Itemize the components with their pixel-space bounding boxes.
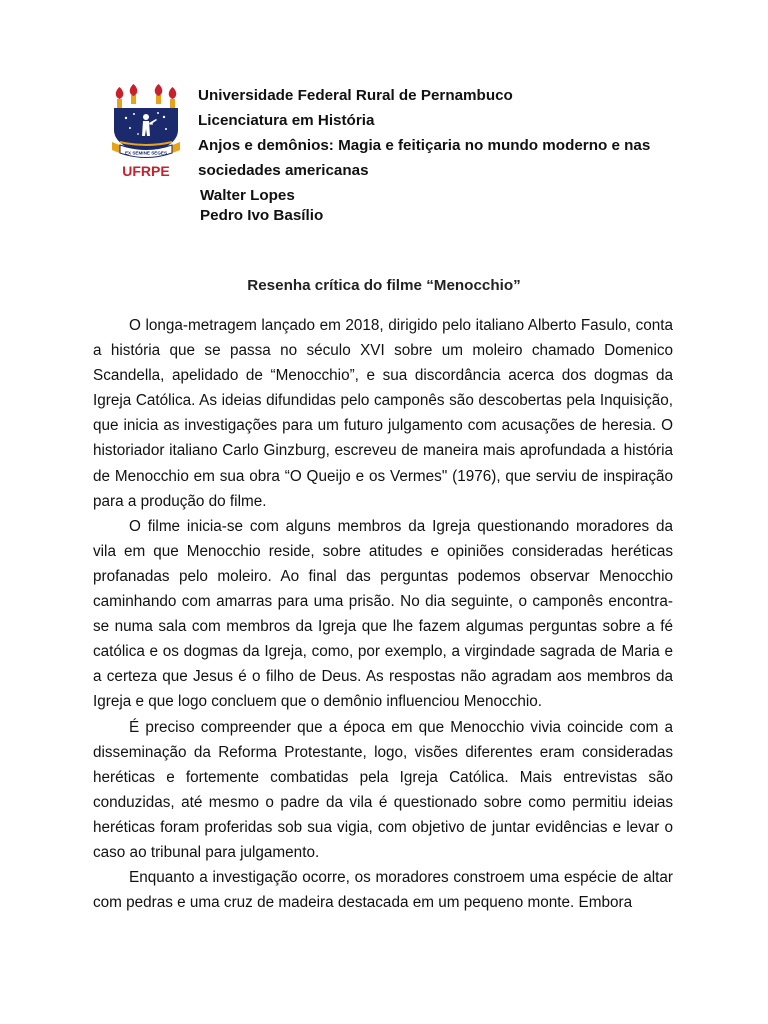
logo-acronym: UFRPE [122,163,170,179]
torch-flames-icon [116,84,177,108]
university-name: Universidade Federal Rural de Pernambuco [198,87,513,104]
paragraph: Enquanto a investigação ocorre, os moradores constroem uma espécie de altar com pedras e uma cruz de madeira destacada em um pequeno monte. Embora [93,869,673,912]
subject-title-line2: sociedades americanas [198,162,369,179]
document-title: Resenha crítica do filme “Menocchio” [247,277,521,294]
author-name: Pedro Ivo Basílio [200,207,324,224]
paragraph: É preciso compreender que a época em que Menocchio vivia coincide com a disseminação da Reforma Protestante, logo, visões diferentes eram consideradas heréticas e fortemente combatidas pela Igreja Católica. Mais entrevistas são conduzidas, até mesmo o padre da vila é questionado sobre como permitiu ideias heréticas foram proferidas sob sua vigia, com objetivo de juntar evidências e levar o caso ao tribunal para julgamento. [93,718,673,861]
header-block [198,83,650,183]
author-list [200,186,323,226]
course-name: Licenciatura em História [198,112,375,129]
paragraph: O longa-metragem lançado em 2018, dirigido pelo italiano Alberto Fasulo, conta a história que se passa no século XVI sobre um moleiro chamado Domenico Scandella, apelidado de “Menocchio”, e sua discordância acerca dos dogmas da Igreja Católica. As ideias difundidas pelo camponês são descobertas pela Inquisição, que inicia as investigações para um futuro julgamento com acusações de heresia. O historiador italiano Carlo Ginzburg, escreveu de maneira mais aprofundada a história de Menocchio em sua obra “O Queijo e os Vermes" (1976), que serviu de inspiração para a produção do filme. [93,317,673,510]
document-body [93,313,673,915]
ufrpe-logo [108,84,184,180]
paragraph: O filme inicia-se com alguns membros da Igreja questionando moradores da vila em que Menocchio reside, sobre atitudes e opiniões consideradas heréticas profanadas pelo moleiro. Ao final das perguntas podemos observar Menocchio caminhando com amarras para uma prisão. No dia seguinte, o camponês encontra-se numa sala com membros da Igreja que lhe fazem algumas perguntas sobre a fé católica e os dogmas da Igreja, como, por exemplo, a virgindade sagrada de Maria e a certeza que Jesus é o filho de Deus. As respostas não agradam aos membros da Igreja e que logo concluem que o demônio influenciou Menocchio. [93,517,673,711]
author-name: Walter Lopes [200,187,295,204]
ufrpe-emblem-icon [108,84,184,180]
subject-title-line1: Anjos e demônios: Magia e feitiçaria no mundo moderno e nas [198,137,651,154]
logo-motto: EX SEMINE SEGES [124,150,168,156]
